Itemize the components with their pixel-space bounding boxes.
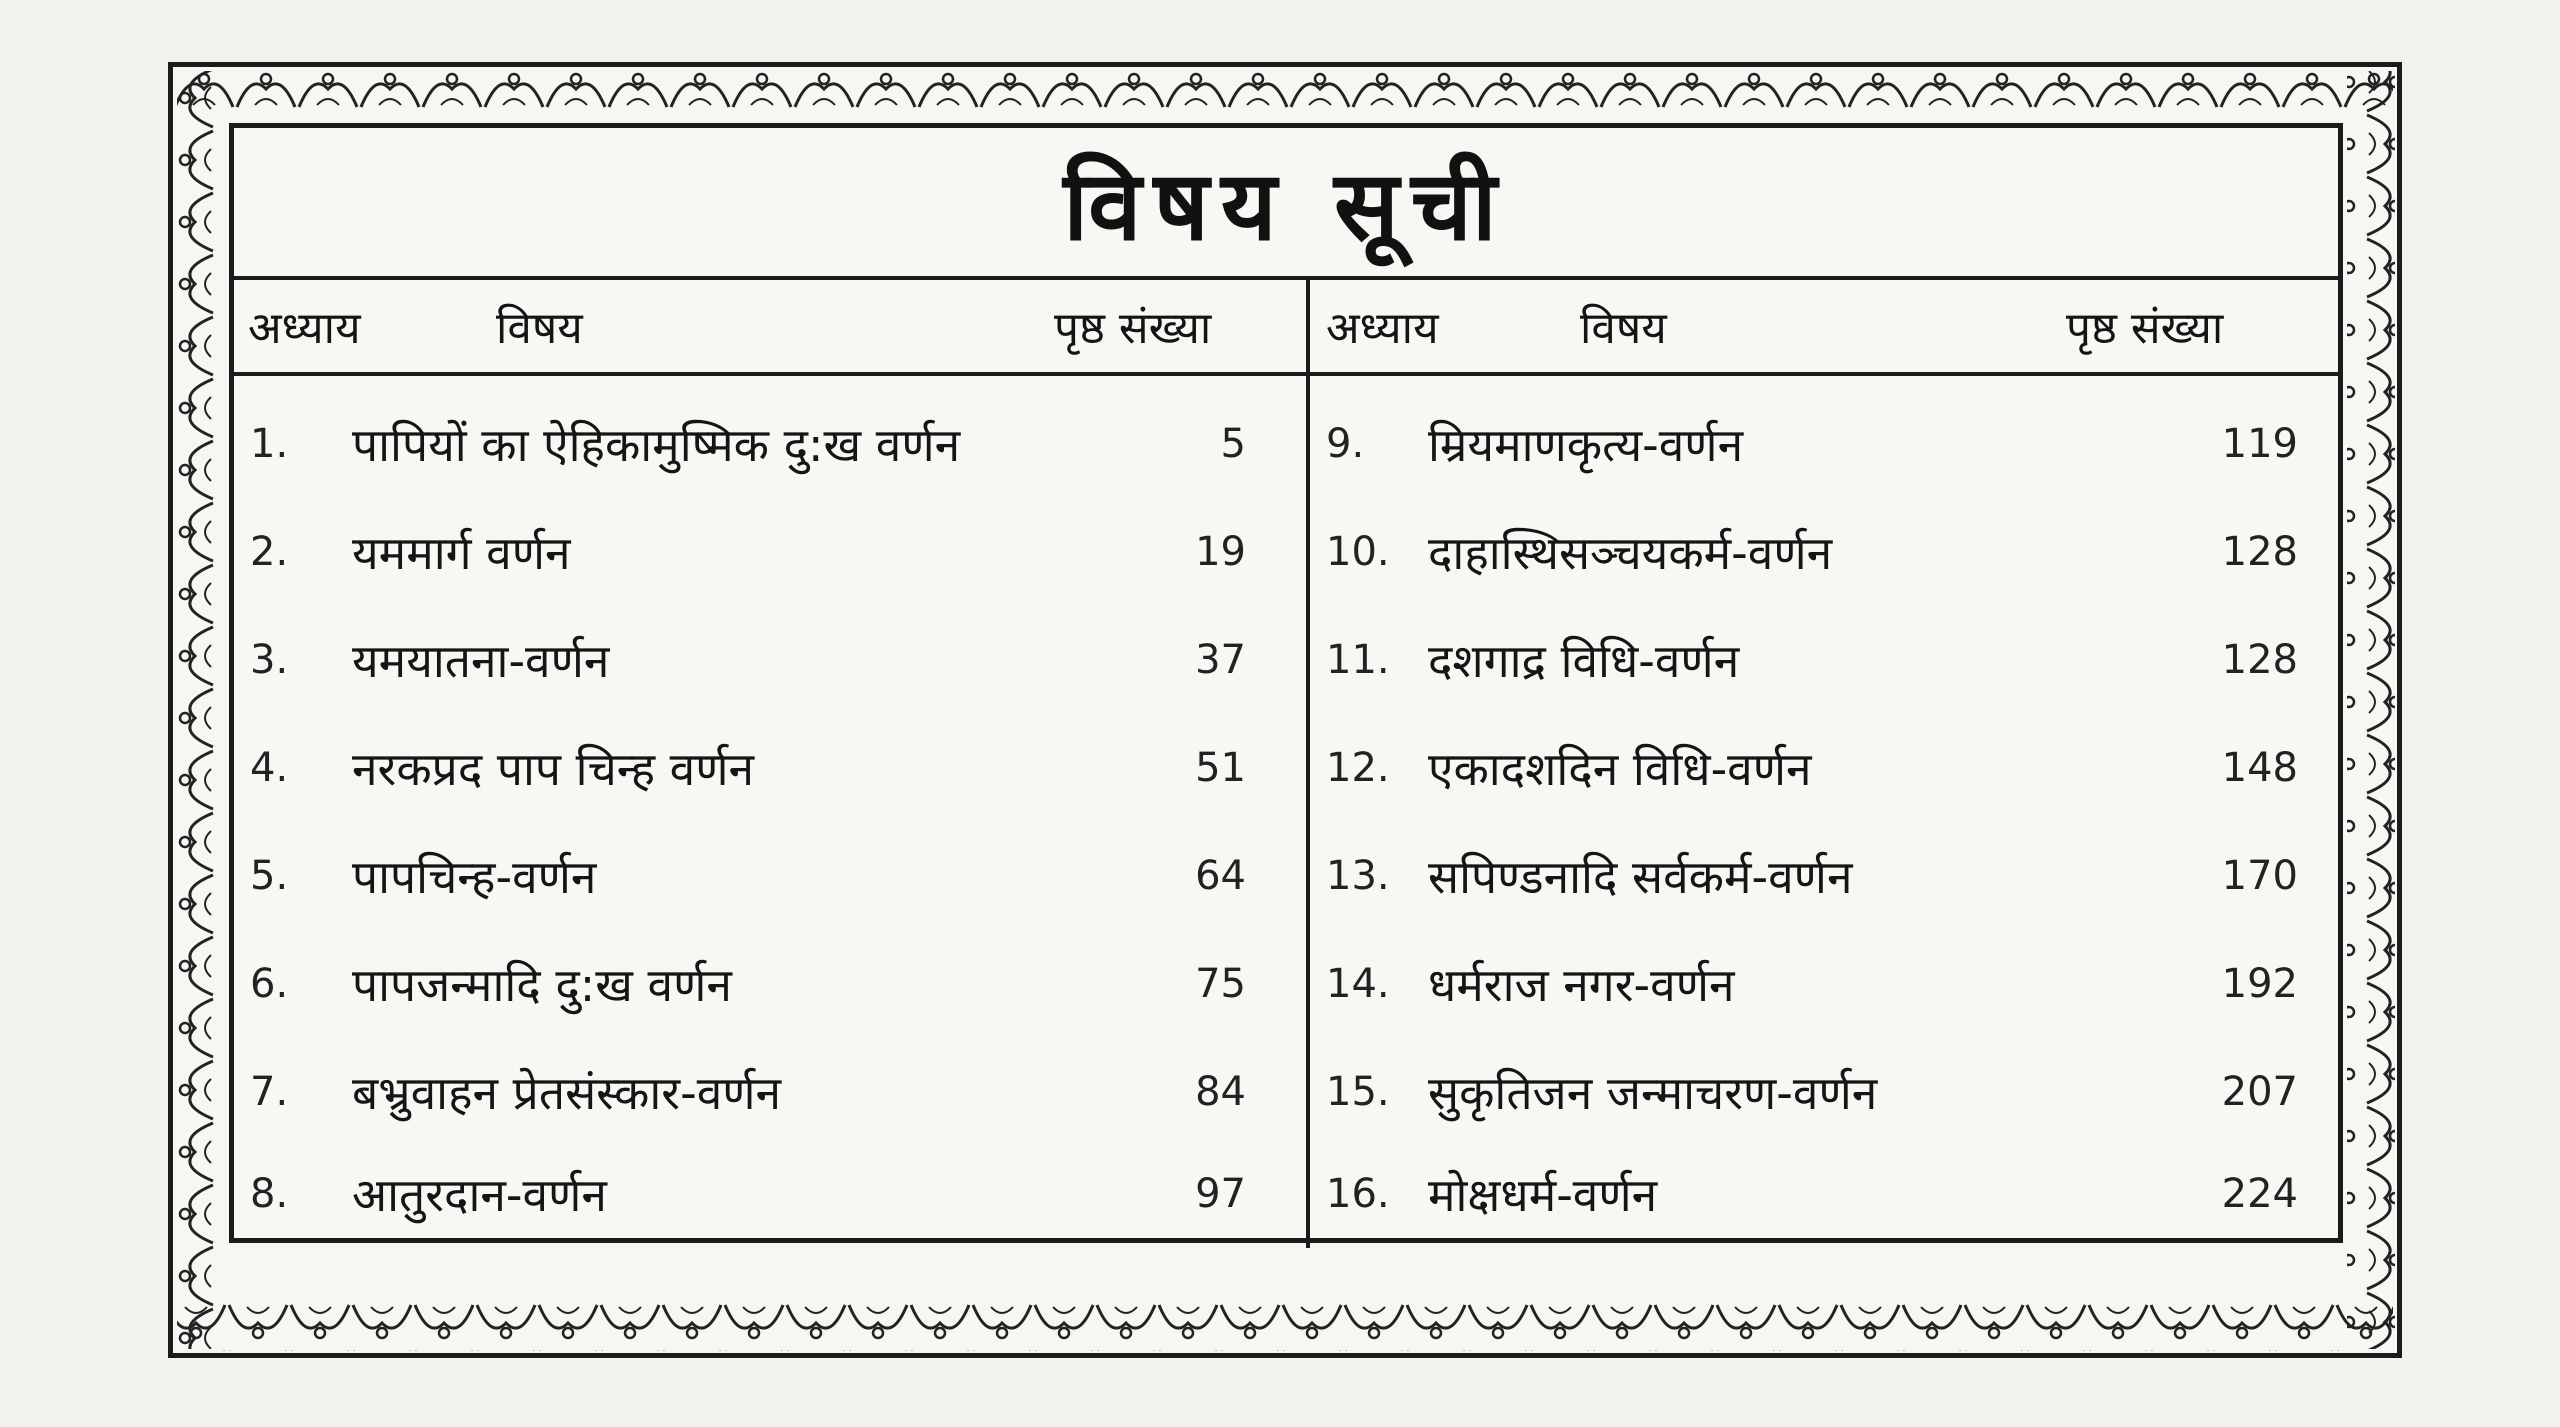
page-number: 19 [1195, 529, 1246, 575]
chapter-subject: पापियों का ऐहिकामुष्मिक दु:ख वर्णन [352, 418, 961, 472]
chapter-subject: सपिण्डनादि सर्वकर्म-वर्णन [1428, 850, 1853, 904]
chapter-number: 4. [250, 745, 289, 791]
chapter-number: 9. [1326, 421, 1365, 467]
chapter-number: 16. [1326, 1171, 1390, 1217]
left-header-page: पृष्ठ संख्या [1054, 303, 1212, 354]
chapter-subject: पापजन्मादि दु:ख वर्णन [352, 958, 732, 1012]
chapter-number: 10. [1326, 529, 1390, 575]
page-number: 224 [2221, 1171, 2298, 1217]
chapter-subject: नरकप्रद पाप चिन्ह वर्णन [352, 742, 754, 796]
table-row [1310, 822, 2340, 930]
page-number: 119 [2221, 421, 2298, 467]
page-number: 97 [1195, 1171, 1246, 1217]
chapter-number: 5. [250, 853, 289, 899]
table-row [1310, 714, 2340, 822]
right-header-subject: विषय [1580, 303, 1667, 354]
chapter-number: 1. [250, 421, 289, 467]
chapter-subject: धर्मराज नगर-वर्णन [1428, 958, 1735, 1012]
chapter-subject: बभ्रुवाहन प्रेतसंस्कार-वर्णन [352, 1066, 782, 1120]
chapter-number: 12. [1326, 745, 1390, 791]
table-row [1310, 498, 2340, 606]
chapter-number: 15. [1326, 1069, 1390, 1115]
table-row [234, 606, 1306, 714]
chapter-subject: दशगाद्र विधि-वर्णन [1428, 634, 1740, 688]
chapter-number: 3. [250, 637, 289, 683]
page-number: 192 [2221, 961, 2298, 1007]
page-number: 148 [2221, 745, 2298, 791]
table-row [234, 714, 1306, 822]
table-row [1310, 390, 2340, 498]
chapter-subject: मोक्षधर्म-वर्णन [1428, 1168, 1658, 1222]
page-title: विषय सूची [1063, 149, 1509, 262]
table-row [234, 930, 1306, 1038]
page-number: 128 [2221, 637, 2298, 683]
page-number: 128 [2221, 529, 2298, 575]
left-header-subject: विषय [496, 303, 583, 354]
page-number: 51 [1195, 745, 1246, 791]
page-number: 75 [1195, 961, 1246, 1007]
page-number: 170 [2221, 853, 2298, 899]
page-number: 37 [1195, 637, 1246, 683]
table-row [1310, 606, 2340, 714]
chapter-subject: सुकृतिजन जन्माचरण-वर्णन [1428, 1066, 1878, 1120]
chapter-number: 8. [250, 1171, 289, 1217]
table-row [1310, 930, 2340, 1038]
chapter-subject: एकादशदिन विधि-वर्णन [1428, 742, 1812, 796]
left-header-chapter: अध्याय [248, 303, 361, 354]
table-row [234, 498, 1306, 606]
chapter-number: 13. [1326, 853, 1390, 899]
chapter-number: 6. [250, 961, 289, 1007]
right-header-chapter: अध्याय [1326, 303, 1439, 354]
chapter-subject: आतुरदान-वर्णन [352, 1168, 607, 1222]
chapter-subject: यमयातना-वर्णन [352, 634, 610, 688]
page-number: 64 [1195, 853, 1246, 899]
column-header-row [234, 280, 2338, 376]
contents-table [229, 123, 2343, 1243]
page-number: 5 [1220, 421, 1246, 467]
right-header-page: पृष्ठ संख्या [2066, 303, 2224, 354]
chapter-number: 2. [250, 529, 289, 575]
chapter-subject: दाहास्थिसञ्चयकर्म-वर्णन [1428, 526, 1833, 580]
table-row [234, 1038, 1306, 1146]
page-number: 84 [1195, 1069, 1246, 1115]
chapter-subject: यममार्ग वर्णन [352, 526, 571, 580]
table-row [1310, 1140, 2340, 1248]
chapter-number: 11. [1326, 637, 1390, 683]
chapter-number: 7. [250, 1069, 289, 1115]
chapter-subject: म्रियमाणकृत्य-वर्णन [1428, 418, 1744, 472]
table-row [1310, 1038, 2340, 1146]
title-row [234, 128, 2338, 280]
table-row [234, 1140, 1306, 1248]
ornamental-frame [168, 62, 2402, 1358]
table-row [234, 390, 1306, 498]
chapter-subject: पापचिन्ह-वर्णन [352, 850, 597, 904]
table-row [234, 822, 1306, 930]
chapter-number: 14. [1326, 961, 1390, 1007]
page-number: 207 [2221, 1069, 2298, 1115]
